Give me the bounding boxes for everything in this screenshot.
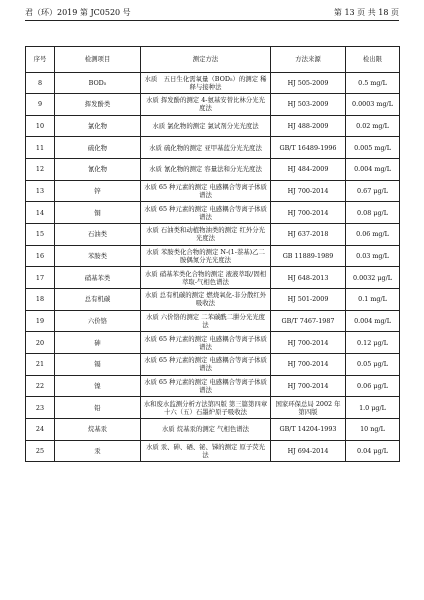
table-row xyxy=(26,310,400,332)
method-cell: 水质 五日生化需氧量（BOD₅）的测定 稀释与接种法 xyxy=(141,72,271,94)
row-number-cell: 17 xyxy=(26,267,55,289)
source-cell: HJ 700-2014 xyxy=(271,332,346,354)
limit-cell: 0.67 μg/L xyxy=(346,180,400,202)
table-body xyxy=(26,72,400,462)
method-cell: 水质 硫化物的测定 亚甲基蓝分光光度法 xyxy=(141,137,271,159)
source-cell: HJ 488-2009 xyxy=(271,115,346,137)
row-number-cell: 10 xyxy=(26,115,55,137)
header-divider xyxy=(25,20,399,21)
source-cell: HJ 700-2014 xyxy=(271,354,346,376)
limit-cell: 0.004 mg/L xyxy=(346,159,400,181)
item-cell: 砷 xyxy=(55,332,141,354)
item-cell: 总有机碳 xyxy=(55,289,141,311)
table-row xyxy=(26,267,400,289)
method-cell: 水质 65 种元素的测定 电感耦合等离子体质谱法 xyxy=(141,332,271,354)
item-cell: 镉 xyxy=(55,354,141,376)
method-cell: 水质 总有机碳的测定 燃烧氧化-非分散红外吸收法 xyxy=(141,289,271,311)
table-row xyxy=(26,440,400,462)
row-number-cell: 22 xyxy=(26,375,55,397)
source-cell: HJ 648-2013 xyxy=(271,267,346,289)
source-cell: HJ 503-2009 xyxy=(271,94,346,116)
table-row xyxy=(26,72,400,94)
limit-cell: 0.1 mg/L xyxy=(346,289,400,311)
limit-cell: 0.004 mg/L xyxy=(346,310,400,332)
row-number-cell: 19 xyxy=(26,310,55,332)
limit-cell: 0.06 μg/L xyxy=(346,375,400,397)
item-cell: 铜 xyxy=(55,202,141,224)
table-row xyxy=(26,354,400,376)
source-cell: GB 11889-1989 xyxy=(271,245,346,267)
item-cell: 硝基苯类 xyxy=(55,267,141,289)
row-number-cell: 18 xyxy=(26,289,55,311)
method-cell: 水质 汞、砷、硒、铋、锑的测定 原子荧光法 xyxy=(141,440,271,462)
column-header-item: 检测项目 xyxy=(55,47,141,73)
table-row xyxy=(26,224,400,246)
table-header-row xyxy=(26,47,400,73)
source-cell: HJ 484-2009 xyxy=(271,159,346,181)
method-cell: 水质 六价铬的测定 二苯碳酰二肼分光光度法 xyxy=(141,310,271,332)
method-cell: 水质 烷基汞的测定 气相色谱法 xyxy=(141,419,271,441)
limit-cell: 0.05 μg/L xyxy=(346,354,400,376)
limit-cell: 0.0003 mg/L xyxy=(346,94,400,116)
item-cell: 苯胺类 xyxy=(55,245,141,267)
detection-methods-table xyxy=(25,46,400,462)
row-number-cell: 24 xyxy=(26,419,55,441)
column-header-no: 序号 xyxy=(26,47,55,73)
method-cell: 水质 65 种元素的测定 电感耦合等离子体质谱法 xyxy=(141,375,271,397)
column-header-method: 测定方法 xyxy=(141,47,271,73)
limit-cell: 0.04 μg/L xyxy=(346,440,400,462)
page-number: 第 13 页 共 18 页 xyxy=(333,8,399,17)
row-number-cell: 13 xyxy=(26,180,55,202)
method-cell: 水质 65 种元素的测定 电感耦合等离子体质谱法 xyxy=(141,202,271,224)
method-cell: 水质 石油类和动植物油类的测定 红外分光光度法 xyxy=(141,224,271,246)
source-cell: GB/T 14204-1993 xyxy=(271,419,346,441)
source-cell: HJ 694-2014 xyxy=(271,440,346,462)
row-number-cell: 21 xyxy=(26,354,55,376)
source-cell: HJ 501-2009 xyxy=(271,289,346,311)
method-cell: 水质 挥发酚的测定 4-氨基安替比林分光光度法 xyxy=(141,94,271,116)
item-cell: 镍 xyxy=(55,375,141,397)
item-cell: 石油类 xyxy=(55,224,141,246)
limit-cell: 0.08 μg/L xyxy=(346,202,400,224)
item-cell: 氯化物 xyxy=(55,115,141,137)
item-cell: 烷基汞 xyxy=(55,419,141,441)
source-cell: HJ 700-2014 xyxy=(271,202,346,224)
limit-cell: 0.03 mg/L xyxy=(346,245,400,267)
row-number-cell: 14 xyxy=(26,202,55,224)
item-cell: 锌 xyxy=(55,180,141,202)
table-row xyxy=(26,419,400,441)
method-cell: 水质 氰化物的测定 容量法和分光光度法 xyxy=(141,159,271,181)
column-header-source: 方法来源 xyxy=(271,47,346,73)
limit-cell: 10 ng/L xyxy=(346,419,400,441)
table-row xyxy=(26,245,400,267)
item-cell: 汞 xyxy=(55,440,141,462)
method-cell: 水质 65 种元素的测定 电感耦合等离子体质谱法 xyxy=(141,354,271,376)
row-number-cell: 12 xyxy=(26,159,55,181)
table-row xyxy=(26,94,400,116)
source-cell: HJ 637-2018 xyxy=(271,224,346,246)
page-header xyxy=(25,6,399,20)
row-number-cell: 15 xyxy=(26,224,55,246)
row-number-cell: 23 xyxy=(26,397,55,419)
limit-cell: 0.06 mg/L xyxy=(346,224,400,246)
table-row xyxy=(26,115,400,137)
item-cell: 挥发酚类 xyxy=(55,94,141,116)
limit-cell: 0.5 mg/L xyxy=(346,72,400,94)
item-cell: 六价铬 xyxy=(55,310,141,332)
source-cell: GB/T 7467-1987 xyxy=(271,310,346,332)
limit-cell: 0.005 mg/L xyxy=(346,137,400,159)
limit-cell: 1.0 μg/L xyxy=(346,397,400,419)
source-cell: GB/T 16489-1996 xyxy=(271,137,346,159)
source-cell: HJ 700-2014 xyxy=(271,375,346,397)
limit-cell: 0.0032 μg/L xyxy=(346,267,400,289)
source-cell: HJ 505-2009 xyxy=(271,72,346,94)
row-number-cell: 16 xyxy=(26,245,55,267)
method-cell: 水质 硝基苯类化合物的测定 液液萃取/固相萃取-气相色谱法 xyxy=(141,267,271,289)
table-row xyxy=(26,332,400,354)
limit-cell: 0.12 μg/L xyxy=(346,332,400,354)
row-number-cell: 20 xyxy=(26,332,55,354)
item-cell: 硫化物 xyxy=(55,137,141,159)
table-row xyxy=(26,202,400,224)
item-cell: 氰化物 xyxy=(55,159,141,181)
table-row xyxy=(26,159,400,181)
row-number-cell: 25 xyxy=(26,440,55,462)
table-row xyxy=(26,180,400,202)
item-cell: 铅 xyxy=(55,397,141,419)
method-cell: 水质 氯化物的测定 氯试剂分光光度法 xyxy=(141,115,271,137)
row-number-cell: 11 xyxy=(26,137,55,159)
method-cell: 水质 65 种元素的测定 电感耦合等离子体质谱法 xyxy=(141,180,271,202)
table-row xyxy=(26,397,400,419)
table-row xyxy=(26,289,400,311)
source-cell: 国家环保总局 2002 年第四版 xyxy=(271,397,346,419)
table-row xyxy=(26,137,400,159)
limit-cell: 0.02 mg/L xyxy=(346,115,400,137)
method-cell: 水和废水监测分析方法第四版 第三篇第四章十六（五）石墨炉原子吸收法 xyxy=(141,397,271,419)
method-cell: 水质 苯胺类化合物的测定 N-(1-萘基)乙二胺偶氮分光光度法 xyxy=(141,245,271,267)
item-cell: BOD₅ xyxy=(55,72,141,94)
row-number-cell: 9 xyxy=(26,94,55,116)
table-row xyxy=(26,375,400,397)
document-number: 君（环）2019 第 JC0520 号 xyxy=(25,8,131,17)
column-header-limit: 检出限 xyxy=(346,47,400,73)
source-cell: HJ 700-2014 xyxy=(271,180,346,202)
row-number-cell: 8 xyxy=(26,72,55,94)
